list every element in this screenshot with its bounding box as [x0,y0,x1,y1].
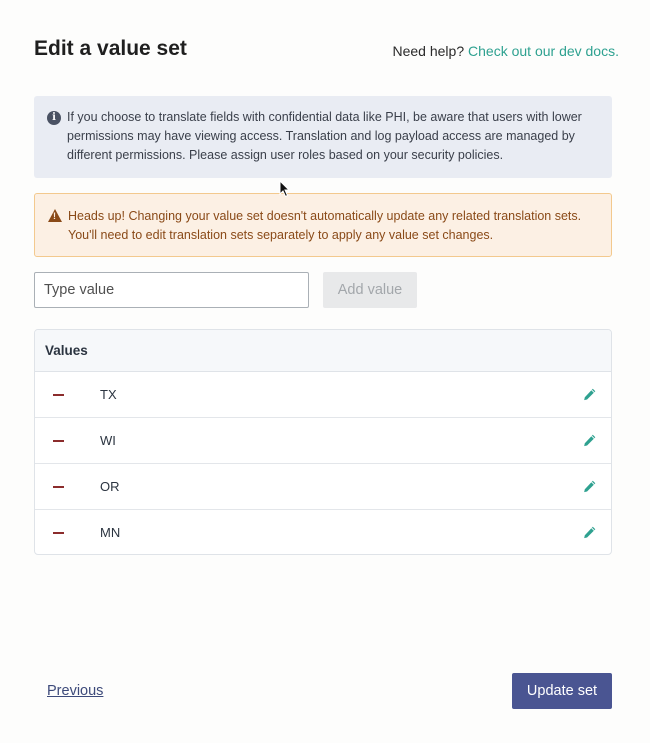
help-prefix: Need help? [392,43,465,59]
value-input[interactable] [34,272,309,308]
update-set-button[interactable]: Update set [512,673,612,709]
table-row [35,418,611,464]
add-value-button[interactable]: Add value [323,272,417,308]
pencil-icon[interactable] [582,525,597,540]
table-row [35,464,611,510]
remove-value-button[interactable] [53,394,64,396]
row-value: WI [100,433,116,448]
remove-value-button[interactable] [53,532,64,534]
values-table [34,329,612,555]
info-text: If you choose to translate fields with confidential data like PHI, be aware that users with lower permissions may have viewing access. Translation and log payload access are managed by different permissions. Please assign user roles based on your security policies. [67,110,582,162]
info-icon: i [47,111,61,125]
row-value: MN [100,525,121,540]
info-banner [34,96,612,178]
mouse-cursor-icon [279,180,291,198]
warning-banner [34,193,612,257]
page-title: Edit a value set [34,37,187,60]
table-row [35,372,611,418]
remove-value-button[interactable] [53,440,64,442]
warning-icon: ! [48,209,62,222]
values-table-header: Values [35,330,611,372]
table-row [35,510,611,555]
dev-docs-link[interactable]: Check out our dev docs. [468,43,619,59]
help-text [393,43,620,59]
row-value: OR [100,479,120,494]
previous-link[interactable]: Previous [47,683,104,699]
row-value: TX [100,387,117,402]
warning-text: Heads up! Changing your value set doesn't automatically update any related translation sets. You'll need to edit translation sets separately to apply any value set changes. [68,209,582,242]
pencil-icon[interactable] [582,433,597,448]
pencil-icon[interactable] [582,479,597,494]
remove-value-button[interactable] [53,486,64,488]
pencil-icon[interactable] [582,387,597,402]
